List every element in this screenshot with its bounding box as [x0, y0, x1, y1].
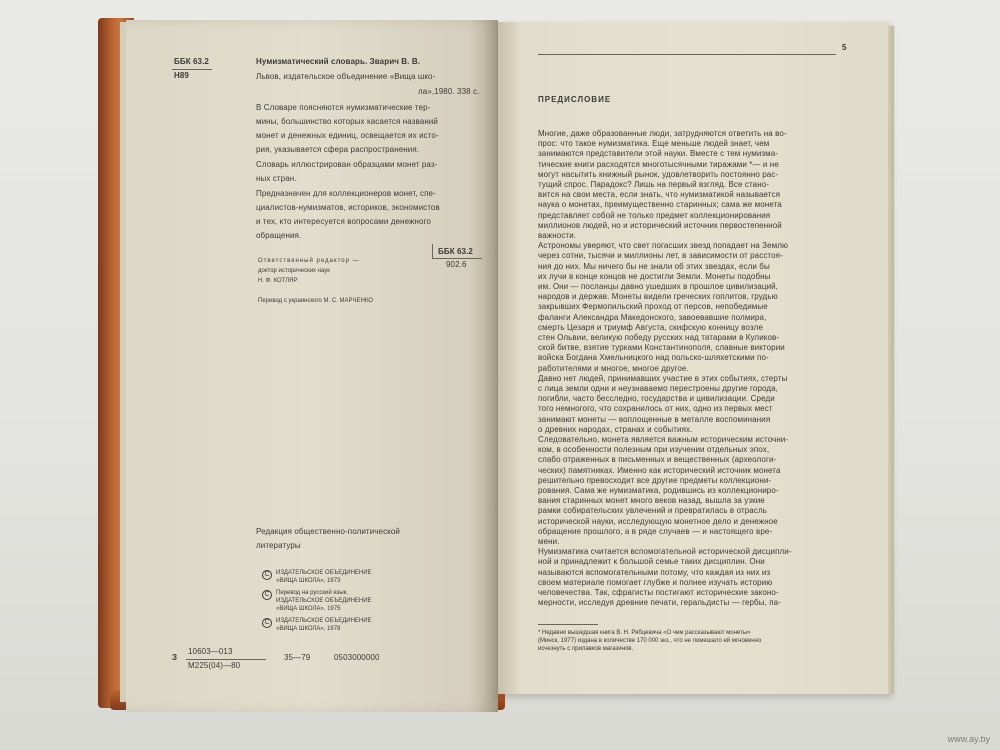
body-line: Нумизматика считается вспомогательной исторической дисципли-	[538, 547, 792, 557]
body-line: вится на свои места, если знать, что нумизматикой называется	[538, 190, 781, 200]
editor-title: доктор исторических наук	[258, 268, 330, 274]
left-page	[126, 20, 498, 712]
desc-line: обращения.	[256, 231, 302, 240]
body-line: исторической науки, исследующую монетное дело и денежное	[538, 516, 778, 526]
header-rule	[538, 54, 836, 55]
body-line: Следовательно, монета является важным историческим источни-	[538, 435, 789, 444]
desc-line: мины, большинство которых касается названий	[256, 117, 438, 126]
right-page-edge	[888, 26, 894, 694]
body-line: фаланги Александра Македонского, завоевавшие полмира,	[538, 312, 767, 322]
bbk-box-bottom: 902.6	[446, 260, 467, 269]
code-line-1a: 10603—013	[188, 647, 233, 656]
body-line: работителями и многое, многое другое.	[538, 363, 689, 373]
desc-line: В Словаре поясняются нумизматические тер-	[256, 103, 431, 112]
desc-line: циалистов-нумизматов, историков, экономистов	[256, 203, 440, 212]
code-letter: З	[172, 653, 178, 662]
body-line: народов и держав. Монеты видели греческих гоплитов, грудью	[538, 292, 778, 302]
copyright-3-line-2: «ВИЩА ШКОЛА», 1978	[276, 626, 341, 632]
redaction-line-1: Редакция общественно-политической	[256, 527, 400, 536]
body-line: своем материале помогает глубже и полнее изучать историю	[538, 577, 773, 587]
body-line: человечества. Так, сфрагисты постигают исторические законо-	[538, 588, 779, 597]
code-line-1c: 0503000000	[334, 653, 380, 662]
copyright-1-line-1: ИЗДАТЕЛЬСКОЕ ОБЪЕДИНЕНИЕ	[276, 570, 372, 576]
body-line: через сотни, тысячи и миллионы лет, в зависимости от расстоя-	[538, 251, 783, 261]
body-line: рамки собирательских увлечений и превратилась в отрасль	[538, 506, 767, 516]
footnote-line-3: исчезнуть с прилавков магазинов.	[538, 646, 634, 652]
copyright-3-line-1: ИЗДАТЕЛЬСКОЕ ОБЪЕДИНЕНИЕ	[276, 618, 372, 624]
body-line: прос: что такое нумизматика. Еще меньше людей знает, чем	[538, 139, 770, 149]
code-line-1b: 35—79	[284, 653, 311, 662]
bbk-box-rule	[432, 258, 482, 259]
body-line: тические книги расходятся многотысячными тиражами *— и не	[538, 159, 779, 169]
body-line: тущий спрос. Парадокс? Лишь на первый взгляд. Все стано-	[538, 180, 770, 189]
footnote-line-1: * Недавно вышедшая книга В. Н. Рябцевича «О чем рассказывают монеты»	[538, 630, 751, 636]
body-line: могут насытить книжный рынок, удовлетворить постоянно рас-	[538, 169, 779, 179]
body-line: стен Ольвии, великую победу русских над татарами в Куликов-	[538, 333, 780, 342]
body-line: миллионов людей, но и исторический источник первостепенной	[538, 220, 782, 230]
watermark: www.ay.by	[947, 734, 990, 744]
copyright-2-line-3: «ВИЩА ШКОЛА», 1975	[276, 606, 341, 612]
bbk-box-side	[432, 244, 433, 258]
redaction-line-2: литературы	[256, 541, 301, 550]
copyright-icon: C	[262, 570, 272, 580]
desc-line: Словарь иллюстрирован образцами монет раз-	[256, 160, 438, 169]
body-line: Астрономы уверяют, что свет погасших звезд попадает на Землю	[538, 241, 789, 251]
title-line-3: ла»,1980. 338 с.	[418, 87, 480, 96]
copyright-2-line-1: Перевод на русский язык.	[276, 590, 348, 596]
body-line: войска Богдана Хмельницкого над польско-шляхетскими по-	[538, 353, 769, 363]
desc-line: Предназначен для коллекционеров монет, спе-	[256, 189, 436, 198]
title-line-1: Нумизматический словарь. Зварич В. В.	[256, 57, 421, 66]
bbk-code: Н89	[174, 71, 189, 80]
body-line: того немногого, что сохранилось от них, одно из первых мест	[538, 404, 773, 414]
heading: ПРЕДИСЛОВИЕ	[538, 95, 612, 104]
footnote-rule	[538, 624, 598, 625]
body-line: ком, в особенности полезным при изучении отдельных эпох,	[538, 445, 770, 455]
body-line: рования. Сама же нумизматика, родившись из коллекционирo-	[538, 486, 779, 495]
body-line: мени.	[538, 537, 560, 546]
copyright-icon: C	[262, 590, 272, 600]
body-line: им. Они — посланцы давно ушедших в прошлое цивилизаций,	[538, 282, 779, 291]
body-line: наука о монетах, преимущественно старинных; сама же монета	[538, 200, 782, 210]
body-line: погибли, часто бесследно, государства и цивилизации. Среди	[538, 394, 775, 404]
body-line: Давно нет людей, принимавших участие в этих событиях, стерты	[538, 373, 788, 383]
body-line: называются вспомогательными потому, что каждая из них из	[538, 567, 771, 577]
translator: Перевод с украинского М. С. МАРЧЕНКО	[258, 298, 373, 304]
body-line: представляет собой не только предмет коллекционирования	[538, 210, 771, 220]
title-line-2: Львов, издательское объединение «Вища шко-	[256, 72, 436, 81]
copyright-2-line-2: ИЗДАТЕЛЬСКОЕ ОБЪЕДИНЕНИЕ	[276, 598, 372, 604]
body-line: обращение прошлого, а в ряде случаев — и настоящего вре-	[538, 526, 773, 536]
right-page	[498, 22, 890, 694]
body-line: решительно превосходит все другие предметы коллекциони-	[538, 475, 772, 485]
body-line: смерть Цезаря и триумф Августа, скифскую конницу возле	[538, 322, 763, 332]
body-line: их лучи в конце концов не достигли Земли. Монеты подобны	[538, 271, 771, 281]
copyright-1-line-2: «ВИЩА ШКОЛА», 1973	[276, 578, 341, 584]
bbk-box-top: ББК 63.2	[438, 247, 473, 256]
desc-line: ных стран.	[256, 174, 297, 183]
editor-name: Н. Ф. КОТЛЯР	[258, 278, 298, 284]
desc-line: монет и денежных единиц, освещается их исто-	[256, 131, 439, 140]
editor-label: Ответственный редактор —	[258, 258, 360, 264]
bbk-top: ББК 63.2	[174, 57, 209, 66]
body-line: ской битве, взятие турками Константинополя, славные виктории	[538, 343, 785, 353]
code-rule	[186, 659, 266, 660]
body-line: занимают монеты — воплощенные в металле воспоминания	[538, 414, 771, 424]
body-line: ной и принадлежит к большой семье таких дисциплин. Они	[538, 557, 765, 567]
body-line: закрывших Фермопильский проход от персов, непобедимые	[538, 302, 768, 312]
body-line: с лица земли одни и неузнаваемо перестроены другие города,	[538, 384, 779, 393]
code-line-2: М225(04)—80	[188, 661, 241, 670]
copyright-icon: C	[262, 618, 272, 628]
body-line: занимаются представители этой науки. Вместе с тем нумизма-	[538, 149, 779, 159]
body-line: важности.	[538, 231, 577, 240]
body-line: вания старинных монет много веков назад, вышла за узкие	[538, 496, 765, 506]
body-line: слабо отраженных в письменных и вещественных (археологи-	[538, 455, 777, 465]
footnote-line-2: (Минск, 1977) издана в количестве 170 000 экз., что не помешало ей мгновенно	[538, 638, 762, 644]
body-line: о древних народах, странах и событиях.	[538, 424, 693, 434]
body-line: ния до них. Мы ничего бы не знали об этих звездах, если бы	[538, 261, 770, 271]
bbk-rule	[172, 69, 212, 70]
body-line: ческих) памятниках. Именно как исторический источник монета	[538, 465, 781, 475]
body-line: Многие, даже образованные люди, затрудняются ответить на во-	[538, 129, 787, 138]
page-number: 5	[842, 43, 847, 52]
desc-line: и тех, кто интересуется вопросами денежного	[256, 217, 431, 226]
desc-line: рия, указывается сфера распространения.	[256, 145, 420, 154]
body-line: мерности, исследуя древние печати, геральдисты — гербы, па-	[538, 598, 781, 608]
